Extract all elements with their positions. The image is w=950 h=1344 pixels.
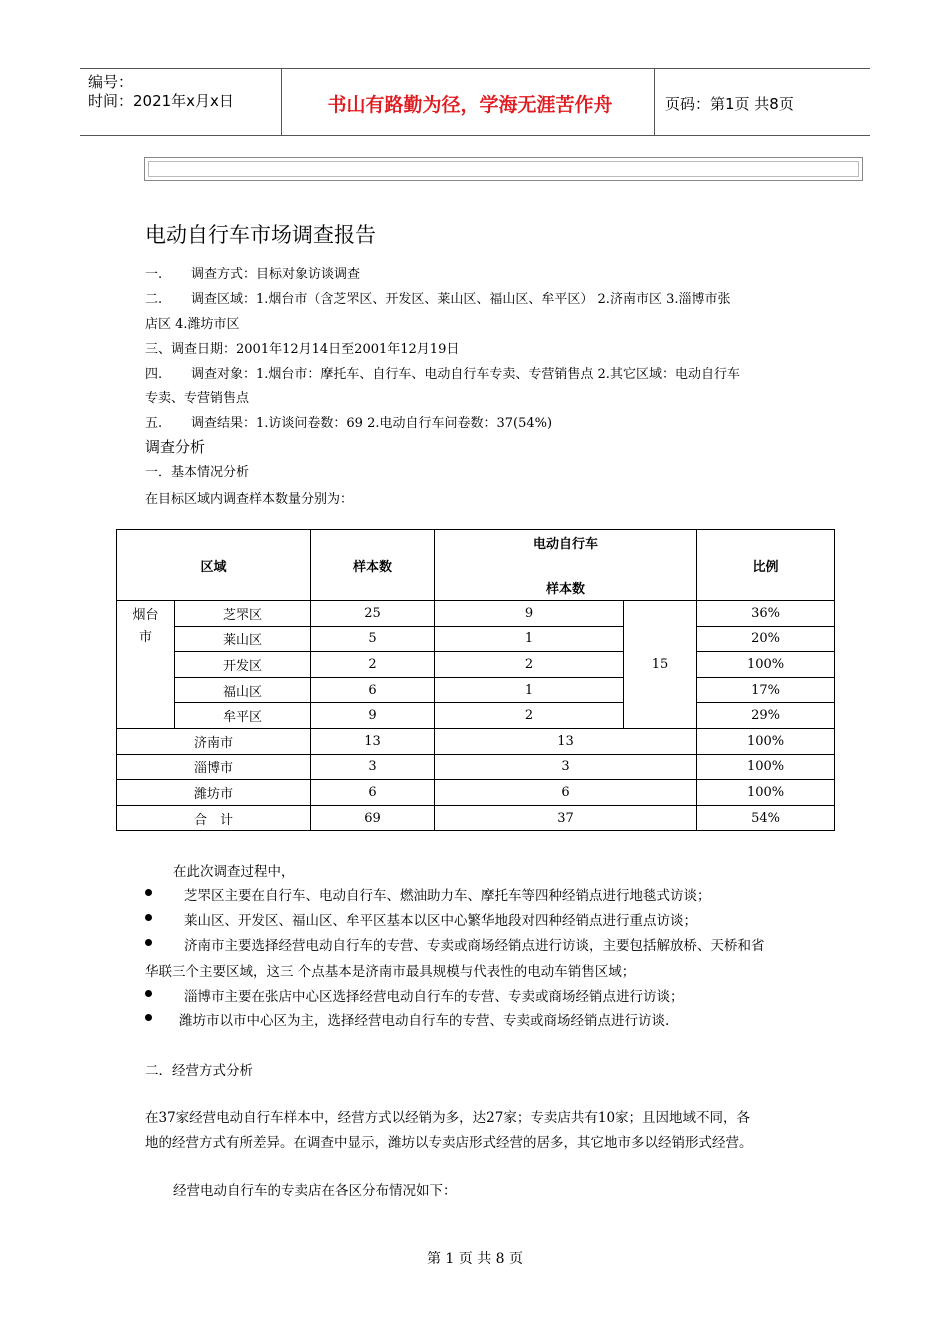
district-cell: 牟平区 bbox=[175, 703, 311, 729]
table-row bbox=[117, 677, 835, 703]
ebike-cell: 6 bbox=[435, 780, 697, 806]
ratio-cell: 54% bbox=[697, 805, 835, 831]
page-info: 页码：第1页 共8页 bbox=[665, 95, 794, 113]
sample-table bbox=[116, 529, 835, 831]
district-cell: 福山区 bbox=[175, 677, 311, 703]
district-cell: 莱山区 bbox=[175, 626, 311, 652]
para1-line1: 在37家经营电动自行车样本中，经营方式以经销为多，达27家；专卖店共有10家；且因地域不同，各 bbox=[145, 1110, 751, 1126]
motto: 书山有路勤为径，学海无涯苦作舟 bbox=[327, 94, 613, 116]
number-label: 编号： bbox=[88, 73, 134, 91]
basic-heading: 一．基本情况分析 bbox=[145, 465, 250, 480]
intro-line-4: 四. 调查对象：1.烟台市：摩托车、自行车、电动自行车专卖、专营销售点 2.其它区域：电动自行车 bbox=[145, 367, 740, 382]
region-cell: 潍坊市 bbox=[117, 780, 311, 806]
table-row bbox=[117, 601, 835, 627]
ebike-cell: 1 bbox=[435, 626, 624, 652]
district-cell: 芝罘区 bbox=[175, 601, 311, 627]
bullet-4: 淄博市主要在张店中心区选择经营电动自行车的专营、专卖或商场经销点进行访谈； bbox=[184, 989, 684, 1005]
ratio-cell: 36% bbox=[697, 601, 835, 627]
intro-line-5: 五. 调查结果：1.访谈问卷数：69 2.电动自行车问卷数：37(54%) bbox=[145, 416, 553, 431]
col-header-ratio: 比例 bbox=[697, 530, 835, 601]
para2: 经营电动自行车的专卖店在各区分布情况如下： bbox=[173, 1183, 457, 1199]
district-cell: 开发区 bbox=[175, 652, 311, 678]
bullet-3: 济南市主要选择经营电动自行车的专营、专卖或商场经销点进行访谈，主要包括解放桥、天桥和省 bbox=[184, 938, 765, 954]
table-row bbox=[117, 728, 835, 754]
samples-cell: 6 bbox=[311, 677, 435, 703]
bullet-dot bbox=[145, 889, 152, 896]
samples-cell: 6 bbox=[311, 780, 435, 806]
header-divider-left bbox=[281, 68, 282, 136]
yantai-total-cell: 15 bbox=[624, 601, 697, 729]
ebike-cell: 13 bbox=[435, 728, 697, 754]
samples-cell: 3 bbox=[311, 754, 435, 780]
bullet-dot bbox=[145, 990, 152, 997]
region-cell: 合 计 bbox=[117, 805, 311, 831]
yantai-cell: 烟台市 bbox=[117, 601, 175, 729]
table-row bbox=[117, 754, 835, 780]
ratio-cell: 100% bbox=[697, 728, 835, 754]
bullet-dot bbox=[145, 1014, 152, 1021]
table-row bbox=[117, 780, 835, 806]
samples-cell: 25 bbox=[311, 601, 435, 627]
analysis-heading: 调查分析 bbox=[145, 438, 206, 456]
ebike-cell: 3 bbox=[435, 754, 697, 780]
ratio-cell: 100% bbox=[697, 652, 835, 678]
intro-line-4-cont: 专卖、专营销售点 bbox=[145, 391, 250, 406]
header-top-rule bbox=[80, 68, 870, 69]
samples-cell: 2 bbox=[311, 652, 435, 678]
page-title: 电动自行车市场调查报告 bbox=[145, 223, 376, 247]
col-header-ebike: 电动自行车 样本数 bbox=[435, 530, 697, 601]
ebike-cell: 37 bbox=[435, 805, 697, 831]
col-header-samples: 样本数 bbox=[311, 530, 435, 601]
table-row bbox=[117, 626, 835, 652]
intro-line-2-cont: 店区 4.潍坊市区 bbox=[145, 317, 240, 332]
samples-cell: 69 bbox=[311, 805, 435, 831]
sample-intro: 在目标区域内调查样本数量分别为： bbox=[145, 492, 354, 507]
process-intro: 在此次调查过程中， bbox=[173, 864, 295, 880]
ratio-cell: 100% bbox=[697, 754, 835, 780]
samples-cell: 9 bbox=[311, 703, 435, 729]
time-label: 时间：2021年x月x日 bbox=[88, 92, 234, 110]
table-row bbox=[117, 652, 835, 678]
section2-heading: 二．经营方式分析 bbox=[145, 1063, 253, 1079]
intro-line-3: 三、调查日期：2001年12月14日至2001年12月19日 bbox=[145, 342, 460, 357]
ratio-cell: 17% bbox=[697, 677, 835, 703]
ebike-cell: 1 bbox=[435, 677, 624, 703]
bullet-2: 莱山区、开发区、福山区、牟平区基本以区中心繁华地段对四种经销点进行重点访谈； bbox=[184, 913, 697, 929]
para1-line2: 地的经营方式有所差异。在调查中显示，潍坊以专卖店形式经营的居多，其它地市多以经销形式经营。 bbox=[145, 1135, 753, 1151]
intro-line-1: 一. 调查方式：目标对象访谈调查 bbox=[145, 267, 361, 282]
table-total-row bbox=[117, 805, 835, 831]
samples-cell: 5 bbox=[311, 626, 435, 652]
header-bottom-rule bbox=[80, 135, 870, 136]
decorative-box-inner bbox=[148, 161, 859, 177]
table-header-row bbox=[117, 530, 835, 601]
table-row bbox=[117, 703, 835, 729]
bullet-dot bbox=[145, 914, 152, 921]
bullet-5: 潍坊市以市中心区为主，选择经营电动自行车的专营、专卖或商场经销点进行访谈. bbox=[179, 1013, 670, 1029]
ratio-cell: 100% bbox=[697, 780, 835, 806]
page-footer: 第 1 页 共 8 页 bbox=[426, 1251, 524, 1267]
ebike-cell: 2 bbox=[435, 703, 624, 729]
region-cell: 淄博市 bbox=[117, 754, 311, 780]
ratio-cell: 29% bbox=[697, 703, 835, 729]
samples-cell: 13 bbox=[311, 728, 435, 754]
intro-line-2: 二. 调查区域：1.烟台市（含芝罘区、开发区、莱山区、福山区、牟平区） 2.济南市区 3.淄博市张 bbox=[145, 292, 731, 307]
col-header-region: 区域 bbox=[117, 530, 311, 601]
bullet-1: 芝罘区主要在自行车、电动自行车、燃油助力车、摩托车等四种经销点进行地毯式访谈； bbox=[184, 888, 711, 904]
ratio-cell: 20% bbox=[697, 626, 835, 652]
region-cell: 济南市 bbox=[117, 728, 311, 754]
bullet-dot bbox=[145, 939, 152, 946]
bullet-3-cont: 华联三个主要区域，这三 个点基本是济南市最具规模与代表性的电动车销售区域； bbox=[145, 964, 636, 980]
ebike-cell: 9 bbox=[435, 601, 624, 627]
header-divider-right bbox=[654, 68, 655, 136]
ebike-cell: 2 bbox=[435, 652, 624, 678]
